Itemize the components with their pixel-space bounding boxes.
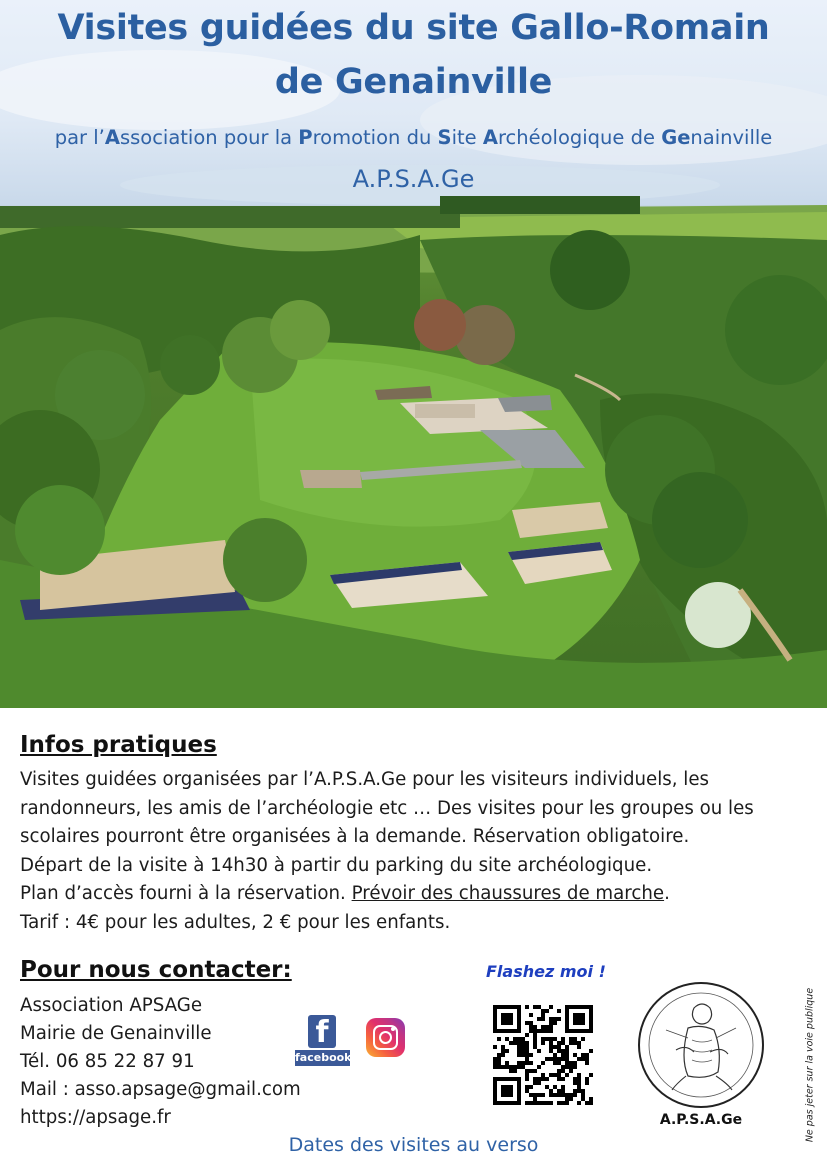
info-heading: Infos pratiques (20, 732, 217, 758)
info-body (20, 766, 820, 937)
facebook-label: facebook (295, 1051, 352, 1064)
subtitle-part: A (104, 126, 120, 149)
access-line (20, 880, 820, 909)
facebook-icon[interactable] (295, 1015, 350, 1068)
page-title-line2: de Genainville (274, 62, 553, 102)
contact-address: Mairie de Genainville (20, 1023, 212, 1044)
facebook-glyph: f (308, 1015, 336, 1048)
side-note: Ne pas jeter sur la voie publique (804, 987, 816, 1143)
subtitle-part: A (482, 126, 498, 149)
association-seal-logo (636, 980, 766, 1110)
contact-email[interactable]: Mail : asso.apsage@gmail.com (20, 1079, 301, 1100)
contact-association: Association APSAGe (20, 995, 203, 1016)
info-line: Départ de la visite à 14h30 à partir du parking du site archéologique. (20, 854, 653, 876)
qr-code-icon[interactable] (493, 1005, 593, 1105)
contact-block (20, 992, 301, 1132)
info-line: randonneurs, les amis de l’archéologie etc … Des visites pour les groupes ou les (20, 797, 754, 819)
subtitle-part: par l’ (54, 126, 105, 149)
access-suffix: . (664, 883, 670, 904)
footer-note: Dates des visites au verso (288, 1134, 539, 1156)
subtitle-part: ite (451, 126, 483, 149)
contact-website[interactable]: https://apsage.fr (20, 1107, 171, 1128)
subtitle-part: P (298, 126, 313, 149)
contact-heading: Pour nous contacter: (20, 957, 292, 983)
subtitle-part: nainville (690, 126, 773, 149)
subtitle-part: romotion du (312, 126, 438, 149)
info-line: Visites guidées organisées par l’A.P.S.A.Ge pour les visiteurs individuels, les (20, 769, 710, 790)
contact-phone[interactable]: Tél. 06 85 22 87 91 (20, 1051, 195, 1072)
shoes-advice: Prévoir des chaussures de marche (351, 883, 665, 904)
association-subtitle (0, 126, 827, 149)
instagram-icon[interactable] (366, 1018, 405, 1057)
subtitle-part: Ge (661, 126, 691, 149)
qr-caption: Flashez moi ! (486, 962, 606, 981)
subtitle-part: ssociation pour la (119, 126, 299, 149)
association-acronym: A.P.S.A.Ge (352, 165, 475, 193)
subtitle-part: S (437, 126, 452, 149)
page-title-line1: Visites guidées du site Gallo-Romain (57, 8, 770, 48)
subtitle-part: rchéologique de (497, 126, 662, 149)
info-line: scolaires pourront être organisées à la demande. Réservation obligatoire. (20, 826, 690, 847)
tarif-line: Tarif : 4€ pour les adultes, 2 € pour les enfants. (20, 911, 451, 933)
seal-label: A.P.S.A.Ge (659, 1112, 743, 1128)
access-text: Plan d’accès fourni à la réservation. (20, 883, 352, 904)
